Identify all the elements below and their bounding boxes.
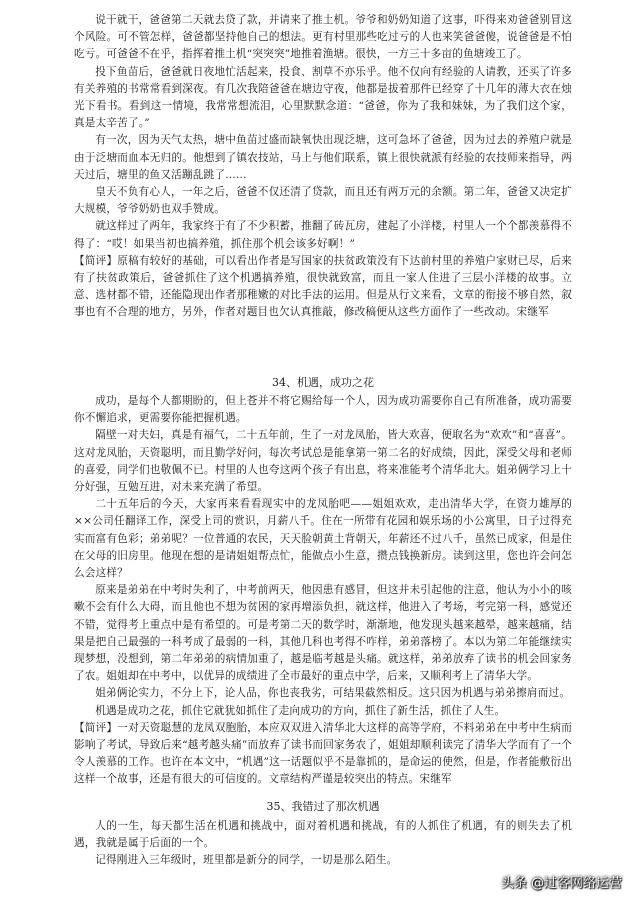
paragraph: 原来是弟弟在中考时失利了，中考前两天，他因患有感冒，但这并未引起他的注意，他认为小小的咳嗽不会有什么大碍，而且他也不想为贫困的家再增添负担，就这样，他进入了考场，考完第一科，感觉还不错，觉得考上重点中是有希望的。可是考第二天的数学时，渐渐地，他发现头越来越晕，越来越痛，结果是把自己最强的一科考成了最弱的一科，其他几科也考得不咋样，弟弟落榜了。本以为第二年能继续实现梦想，没想到，第二年弟弟的病情加重了，越是临考越是头痛。就这样，弟弟放弃了读书的机会回家务了农。姐姐却在中考中，以优异的成绩进了全市最好的重点中学，后来，又顺利考上了清华大学。 — [74, 584, 572, 683]
paragraph: 人的一生，每天都生活在机遇和挑战中，面对着机遇和挑战，有的人抓住了机遇，有的则失去了机遇，我就是属于后面的一个。 — [74, 820, 572, 850]
story-34-body — [74, 393, 572, 789]
paragraph: 记得刚进入三年级时，班里都是新分的同学，一切是那么陌生。 — [95, 854, 398, 867]
section-title-34: 34、机遇，成功之花 — [272, 376, 374, 389]
watermark — [501, 872, 622, 891]
paragraph: 就这样过了两年，我家终于有了不少积蓄，推翻了砖瓦房，建起了小洋楼，村里人一个个都羡慕得不得了：“哎！如果当初也搞养殖，抓住那个机会该多好啊！” — [74, 220, 572, 250]
comment-paragraph: 【简评】原稿有较好的基础，可以看出作者是写国家的扶贫政策没有下达前村里的养殖户家财已尽，后来有了扶贫政策后，爸爸抓住了这个机遇搞养殖，很快就致富，而且一家人住进了三层小洋楼的故事。立意、选材都不错，还能隐现出作者那稚嫩的对比手法的运用。但是从行文来看，文章的衔接不够自然，叙事也有不合理的地方，另外，作者对题目也欠认真推敲，修改稿便从这些方面作了一些改动。宋继军 — [74, 254, 572, 319]
story-35-body — [74, 818, 572, 870]
paragraph: 姐弟俩论实力，不分上下，论人品，你也丧我劣，可结果截然相反。这只因为机遇与弟弟擦肩而过。 — [95, 687, 571, 700]
story-33-body — [74, 12, 572, 322]
paragraph: 成功，是每个人都期盼的，但上苍并不将它赐给每一个人，因为成功需要你自己有所准备，成功需要你不懈追求，更需要你能把握机遇。 — [74, 395, 572, 425]
paragraph: 有一次，因为天气太热，塘中鱼苗过盛而缺氧快出现泛塘，这可急坏了爸爸，因为过去的养殖户就是由于泛塘而血本无归的。他想到了镇农技站，马上与他们联系，镇上很快就派有经验的农技师来指导，两天过后，塘里的鱼又活蹦乱跳了…… — [74, 134, 572, 181]
comment-paragraph: 【简评】一对天资聪慧的龙凤双胞胎，本应双双进入清华北大这样的高等学府，不料弟弟在中考中生病而影响了考试，导致后来“越考越头痛”而放弃了读书而回家务农了，姐姐却顺利读完了清华大学而有了一个令人羡慕的工作。也许在本文中，“机遇”这一话题似乎不是靠抓的，是命运的使然，但是，作者能敷衍出这样一个故事，还是有很大的可信度的。文章结构严谨是较突出的特点。宋继军 — [74, 721, 572, 786]
paragraph: 皇天不负有心人，一年之后，爸爸不仅还清了贷款，而且还有两万元的余额。第二年，爸爸又决定扩大规模，爷爷奶奶也双手赞成。 — [74, 186, 572, 216]
paragraph: 机遇是成功之花，抓住它就犹如抓住了走向成功的方向，抓住了新生活，抓住了人生。 — [95, 704, 506, 717]
paragraph: 二十五年后的今天，大家再来看看现实中的龙凤胎吧——姐姐欢欢，走出清华大学，在资力雄厚的××公司任翻译工作，深受上司的赏识，月薪八千。住在一所带有花园和娱乐场的小公寓里，日子过得充实而富有色彩；弟弟呢？一位普通的农民，天天脸朝黄土背朝天，年薪还不过八千，虽然已成家，但是住在父母的旧房里。他现在想的是请姐姐帮点忙，能做点小生意，攒点钱换新房。读到这里，您也许会问怎么会这样？ — [74, 498, 572, 580]
section-title-35: 35、我错过了那次机遇 — [266, 800, 380, 813]
watermark-text: 头条 @过客网络运营 — [500, 876, 622, 891]
paragraph: 说干就干，爸爸第二天就去贷了款，并请来了推土机。爷爷和奶奶知道了这事，吓得来劝爸爸别冒这个风险。可不管怎样，爸爸都坚持他自己的想法。更有村里那些吃过亏的人也来笑爸爸傻，说爸爸是不怕吃亏。可爸爸不在乎，指挥着推土机“突突突”地推着渔塘。很快，一方三十多亩的鱼塘竣工了。 — [74, 14, 572, 61]
paragraph: 隔壁一对夫妇，真是有福气，二十五年前，生了一对龙凤胎，皆大欢喜，便取名为“欢欢”和“喜喜”。这对龙凤胎，天资聪明，而且勤学好问，每次考试总是能拿第一第二名的好成绩，因此，深受父母和老师的喜爱，同学们也敬佩不已。村里的人也夸这两个孩子有出息，将来准能考个清华北大。姐弟俩学习上十分好强，互勉互进，对未来充满了希望。 — [74, 429, 572, 494]
paragraph: 投下鱼苗后，爸爸就日夜地忙活起来，投食、割草不亦乐乎。他不仅向有经验的人请教，还买了许多有关养殖的书常常看到深夜。有几次我陪爸爸在塘边守夜，他都是拔着那件已经穿了十几年的薄大衣在烛光下看书。看到这一情境，我常常想流泪，心里默默念道：“爸爸，你为了我和妹妹，为了我们这个家，真是太辛苦了。” — [74, 65, 572, 130]
